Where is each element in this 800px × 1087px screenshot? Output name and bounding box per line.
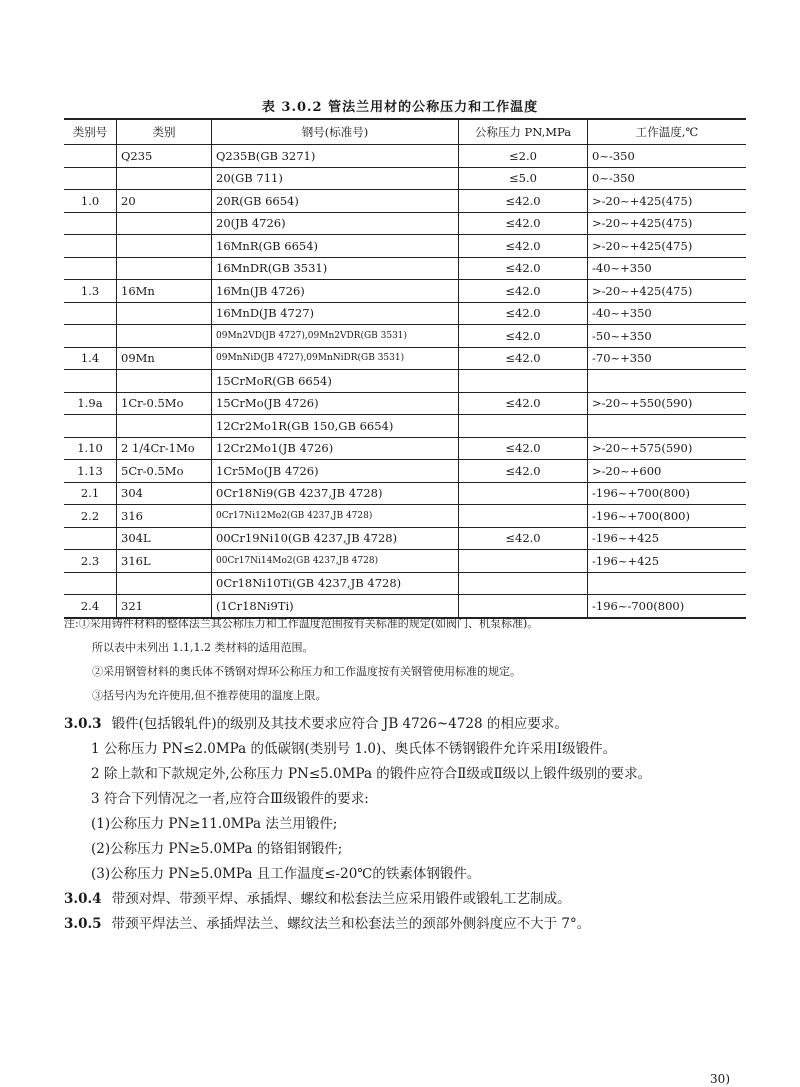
table-cell: ≤42.0 [459,235,588,258]
table-cell: ≤42.0 [459,437,588,460]
table-cell [117,235,212,258]
header-steel-grade: 钢号(标准号) [212,119,459,145]
table-cell: ≤42.0 [459,212,588,235]
table-cell: ≤42.0 [459,392,588,415]
clause-3-0-3-item-2: 2 除上款和下款规定外,公称压力 PN≤5.0MPa 的锻件应符合Ⅱ级或Ⅱ级以上锻件级别的要求。 [91,766,652,782]
table-cell: 16MnR(GB 6654) [212,235,459,258]
table-cell: 0Cr18Ni10Ti(GB 4237,JB 4728) [212,572,459,595]
table-cell: 2.2 [64,505,117,528]
table-cell: 2.3 [64,550,117,573]
table-row [64,370,746,393]
table-cell [588,370,747,393]
page-number: 30) [710,1072,730,1086]
table-cell: 00Cr17Ni14Mo2(GB 4237,JB 4728) [212,550,459,573]
material-table [64,118,746,619]
table-cell [117,572,212,595]
table-cell: ≤42.0 [459,347,588,370]
clause-3-0-3-item-3-3: (3)公称压力 PN≥5.0MPa 且工作温度≤-20℃的铁素体钢锻件。 [91,866,481,882]
table-row [64,460,746,483]
table-cell: 20 [117,190,212,213]
table-cell: 16MnDR(GB 3531) [212,257,459,280]
table-row [64,505,746,528]
table-cell: >-20~+425(475) [588,235,747,258]
table-cell: 1Cr-0.5Mo [117,392,212,415]
table-row [64,482,746,505]
table-cell [459,505,588,528]
table-cell: -196~+700(800) [588,505,747,528]
table-cell: 1.4 [64,347,117,370]
table-cell: 16Mn [117,280,212,303]
table-cell: -196~-700(800) [588,595,747,618]
clause-3-0-3-item-1: 1 公称压力 PN≤2.0MPa 的低碳钢(类别号 1.0)、奥氏体不锈钢锻件允许采用Ⅰ级锻件。 [91,741,617,757]
table-cell: 316 [117,505,212,528]
table-cell: 12Cr2Mo1(JB 4726) [212,437,459,460]
table-cell [64,415,117,438]
table-cell: ≤2.0 [459,145,588,168]
table-cell: 09Mn2VD(JB 4727),09Mn2VDR(GB 3531) [212,325,459,348]
table-cell: 1.0 [64,190,117,213]
table-row [64,235,746,258]
table-cell: 12Cr2Mo1R(GB 150,GB 6654) [212,415,459,438]
table-row [64,212,746,235]
table-cell: 0Cr17Ni12Mo2(GB 4237,JB 4728) [212,505,459,528]
table-cell [117,302,212,325]
table-cell: ≤42.0 [459,460,588,483]
table-cell [588,572,747,595]
header-class-no: 类别号 [64,119,117,145]
table-cell: 2 1/4Cr-1Mo [117,437,212,460]
table-cell [64,212,117,235]
table-cell [64,167,117,190]
table-row [64,280,746,303]
table-cell: ≤42.0 [459,527,588,550]
table-row [64,257,746,280]
table-cell: 1.3 [64,280,117,303]
table-cell [64,257,117,280]
table-cell [588,415,747,438]
table-row [64,325,746,348]
table-row [64,145,746,168]
table-header-row [64,119,746,145]
table-cell: 0~-350 [588,145,747,168]
table-cell: 5Cr-0.5Mo [117,460,212,483]
header-class: 类别 [117,119,212,145]
table-cell [117,167,212,190]
table-row [64,302,746,325]
table-cell: 20R(GB 6654) [212,190,459,213]
table-cell: 2.4 [64,595,117,618]
clause-3-0-3-item-3-2: (2)公称压力 PN≥5.0MPa 的铬钼钢锻件; [91,841,343,857]
note-3: ③括号内为允许使用,但不推荐使用的温度上限。 [92,689,327,702]
table-cell [117,257,212,280]
table-cell: 20(GB 711) [212,167,459,190]
table-cell [117,370,212,393]
table-cell [459,482,588,505]
table-cell: ≤42.0 [459,190,588,213]
table-cell: 316L [117,550,212,573]
clause-3-0-3-item-3-1: (1)公称压力 PN≥11.0MPa 法兰用锻件; [91,816,338,832]
table-cell: >-20~+425(475) [588,280,747,303]
table-row [64,392,746,415]
clause-3-0-4: 3.0.4 带颈对焊、带颈平焊、承插焊、螺纹和松套法兰应采用锻件或锻轧工艺制成。 [64,891,571,907]
table-cell: 09MnNiD(JB 4727),09MnNiDR(GB 3531) [212,347,459,370]
table-cell: 16Mn(JB 4726) [212,280,459,303]
table-cell: Q235 [117,145,212,168]
table-cell: -70~+350 [588,347,747,370]
table-cell: 0~-350 [588,167,747,190]
table-cell [459,550,588,573]
note-1: 注:①采用铸件材料的整体法兰其公称压力和工作温度范围按有关标准的规定(如阀门、机泵标准)。 [64,617,539,630]
table-cell: >-20~+600 [588,460,747,483]
table-cell: 2.1 [64,482,117,505]
table-cell [117,325,212,348]
table-cell: Q235B(GB 3271) [212,145,459,168]
table-cell: (1Cr18Ni9Ti) [212,595,459,618]
table-cell [64,572,117,595]
table-row [64,190,746,213]
table-cell: -196~+425 [588,527,747,550]
note-2: ②采用钢管材料的奥氏体不锈钢对焊环公称压力和工作温度按有关钢管使用标准的规定。 [92,665,521,678]
table-cell [64,527,117,550]
clause-3-0-3-item-3: 3 符合下列情况之一者,应符合Ⅲ级锻件的要求: [91,791,369,807]
table-row [64,415,746,438]
table-cell: 15CrMo(JB 4726) [212,392,459,415]
table-row [64,437,746,460]
table-cell: 1.13 [64,460,117,483]
table-cell: -196~+425 [588,550,747,573]
table-cell: 09Mn [117,347,212,370]
table-cell [64,235,117,258]
header-pressure: 公称压力 PN,MPa [459,119,588,145]
table-cell: -50~+350 [588,325,747,348]
table-cell: ≤5.0 [459,167,588,190]
table-cell: ≤42.0 [459,302,588,325]
header-temperature: 工作温度,℃ [588,119,747,145]
table-cell: -196~+700(800) [588,482,747,505]
table-cell: >-20~+425(475) [588,212,747,235]
table-row [64,347,746,370]
table-cell: 15CrMoR(GB 6654) [212,370,459,393]
table-cell: 20(JB 4726) [212,212,459,235]
table-cell [64,370,117,393]
table-cell: 304 [117,482,212,505]
clause-3-0-5: 3.0.5 带颈平焊法兰、承插焊法兰、螺纹法兰和松套法兰的颈部外侧斜度应不大于 7°。 [64,916,591,932]
table-cell: >-20~+550(590) [588,392,747,415]
table-cell [117,212,212,235]
table-cell [459,572,588,595]
table-cell: 1Cr5Mo(JB 4726) [212,460,459,483]
table-cell [459,370,588,393]
table-cell: ≤42.0 [459,257,588,280]
table-row [64,572,746,595]
table-notes [64,612,754,708]
table-title: 表 3.0.2 管法兰用材的公称压力和工作温度 [261,100,539,115]
table-cell: 321 [117,595,212,618]
body-text [64,712,754,937]
table-cell: >-20~+425(475) [588,190,747,213]
table-cell [64,302,117,325]
table-cell: 00Cr19Ni10(GB 4237,JB 4728) [212,527,459,550]
table-cell [64,145,117,168]
table-cell: 1.9a [64,392,117,415]
table-cell [64,325,117,348]
table-row [64,167,746,190]
table-cell: 304L [117,527,212,550]
table-cell [117,415,212,438]
table-cell: 16MnD(JB 4727) [212,302,459,325]
table-cell: 0Cr18Ni9(GB 4237,JB 4728) [212,482,459,505]
table-cell: -40~+350 [588,257,747,280]
table-cell: ≤42.0 [459,325,588,348]
note-1-cont: 所以表中未列出 1.1,1.2 类材料的适用范围。 [92,641,314,654]
table-cell: >-20~+575(590) [588,437,747,460]
table-row [64,527,746,550]
table-cell [459,415,588,438]
table-cell: 1.10 [64,437,117,460]
clause-3-0-3: 3.0.3 锻件(包括锻轧件)的级别及其技术要求应符合 JB 4726~4728 的相应要求。 [64,716,568,732]
table-cell: ≤42.0 [459,280,588,303]
table-cell: -40~+350 [588,302,747,325]
table-row [64,550,746,573]
